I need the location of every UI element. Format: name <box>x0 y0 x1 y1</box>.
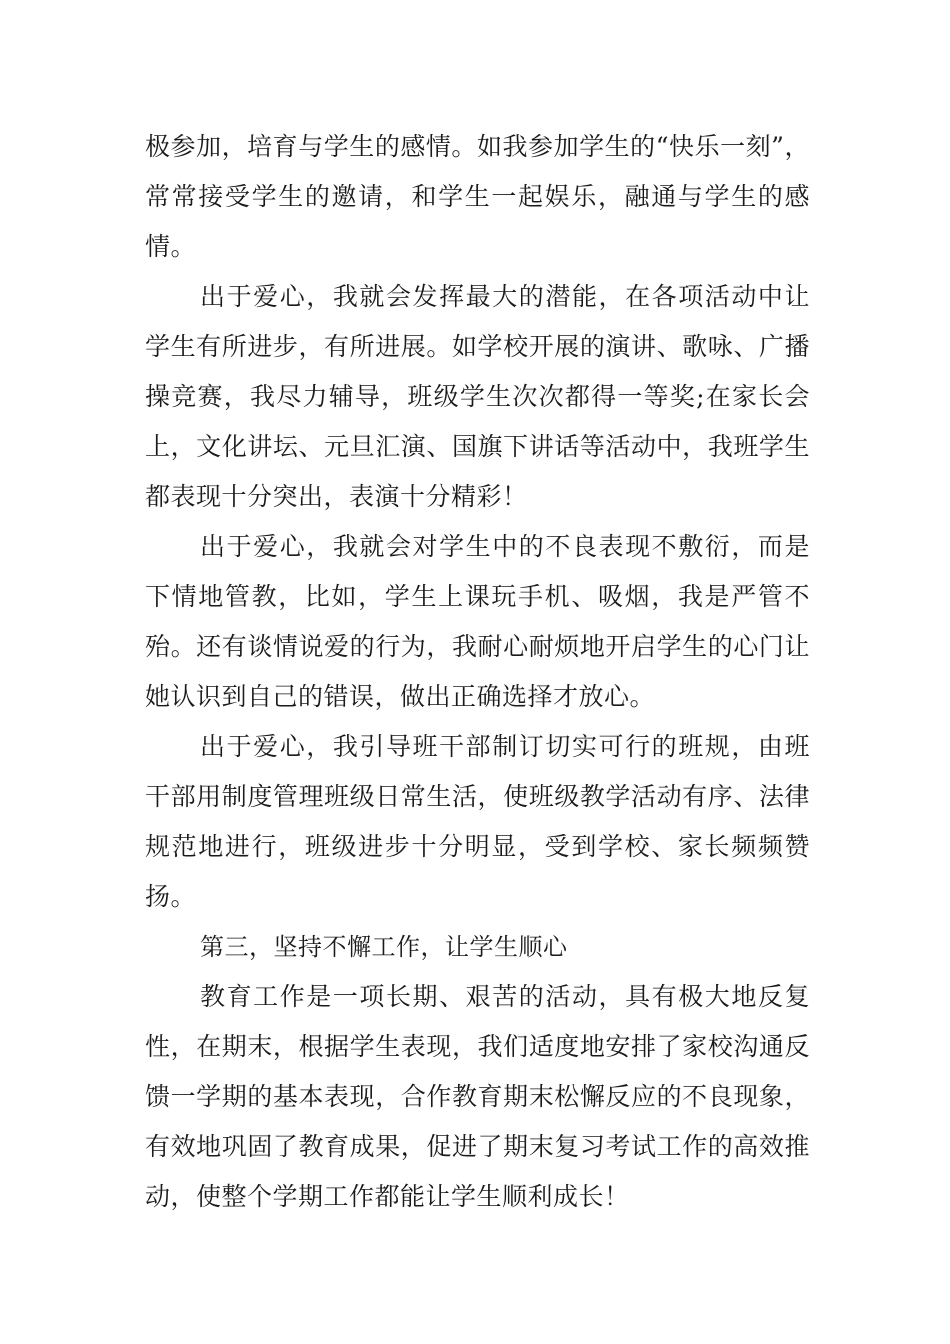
paragraph-activities: 出于爱心，我就会发挥最大的潜能，在各项活动中让学生有所进步，有所进展。如学校开展的演讲、歌咏、广播操竞赛，我尽力辅导，班级学生次次都得一等奖;在家长会上，文化讲坛、元旦汇演、国旗下讲话等活动中，我班学生都表现十分突出，表演十分精彩！ <box>145 282 810 511</box>
paragraph-discipline: 出于爱心，我就会对学生中的不良表现不敷衍，而是下情地管教，比如，学生上课玩手机、吸烟，我是严管不殆。还有谈情说爱的行为，我耐心耐烦地开启学生的心门让她认识到自己的错误，做出正确选择才放心。 <box>145 532 810 711</box>
paragraph-persistence: 教育工作是一项长期、艰苦的活动，具有极大地反复性，在期末，根据学生表现，我们适度地安排了家校沟通反馈一学期的基本表现，合作教育期末松懈反应的不良现象，有效地巩固了教育成果，促进了期末复习考试工作的高效推动，使整个学期工作都能让学生顺利成长！ <box>145 982 810 1211</box>
section-heading: 第三，坚持不懈工作，让学生顺心 <box>200 933 568 961</box>
paragraph-class-rules: 出于爱心，我引导班干部制订切实可行的班规，由班干部用制度管理班级日常生活，使班级教学活动有序、法律规范地进行，班级进步十分明显，受到学校、家长频频赞扬。 <box>145 732 810 911</box>
paragraph-continuation: 极参加，培育与学生的感情。如我参加学生的“快乐一刻”，常常接受学生的邀请，和学生一起娱乐，融通与学生的感情。 <box>145 132 810 261</box>
document-body <box>145 122 810 1222</box>
